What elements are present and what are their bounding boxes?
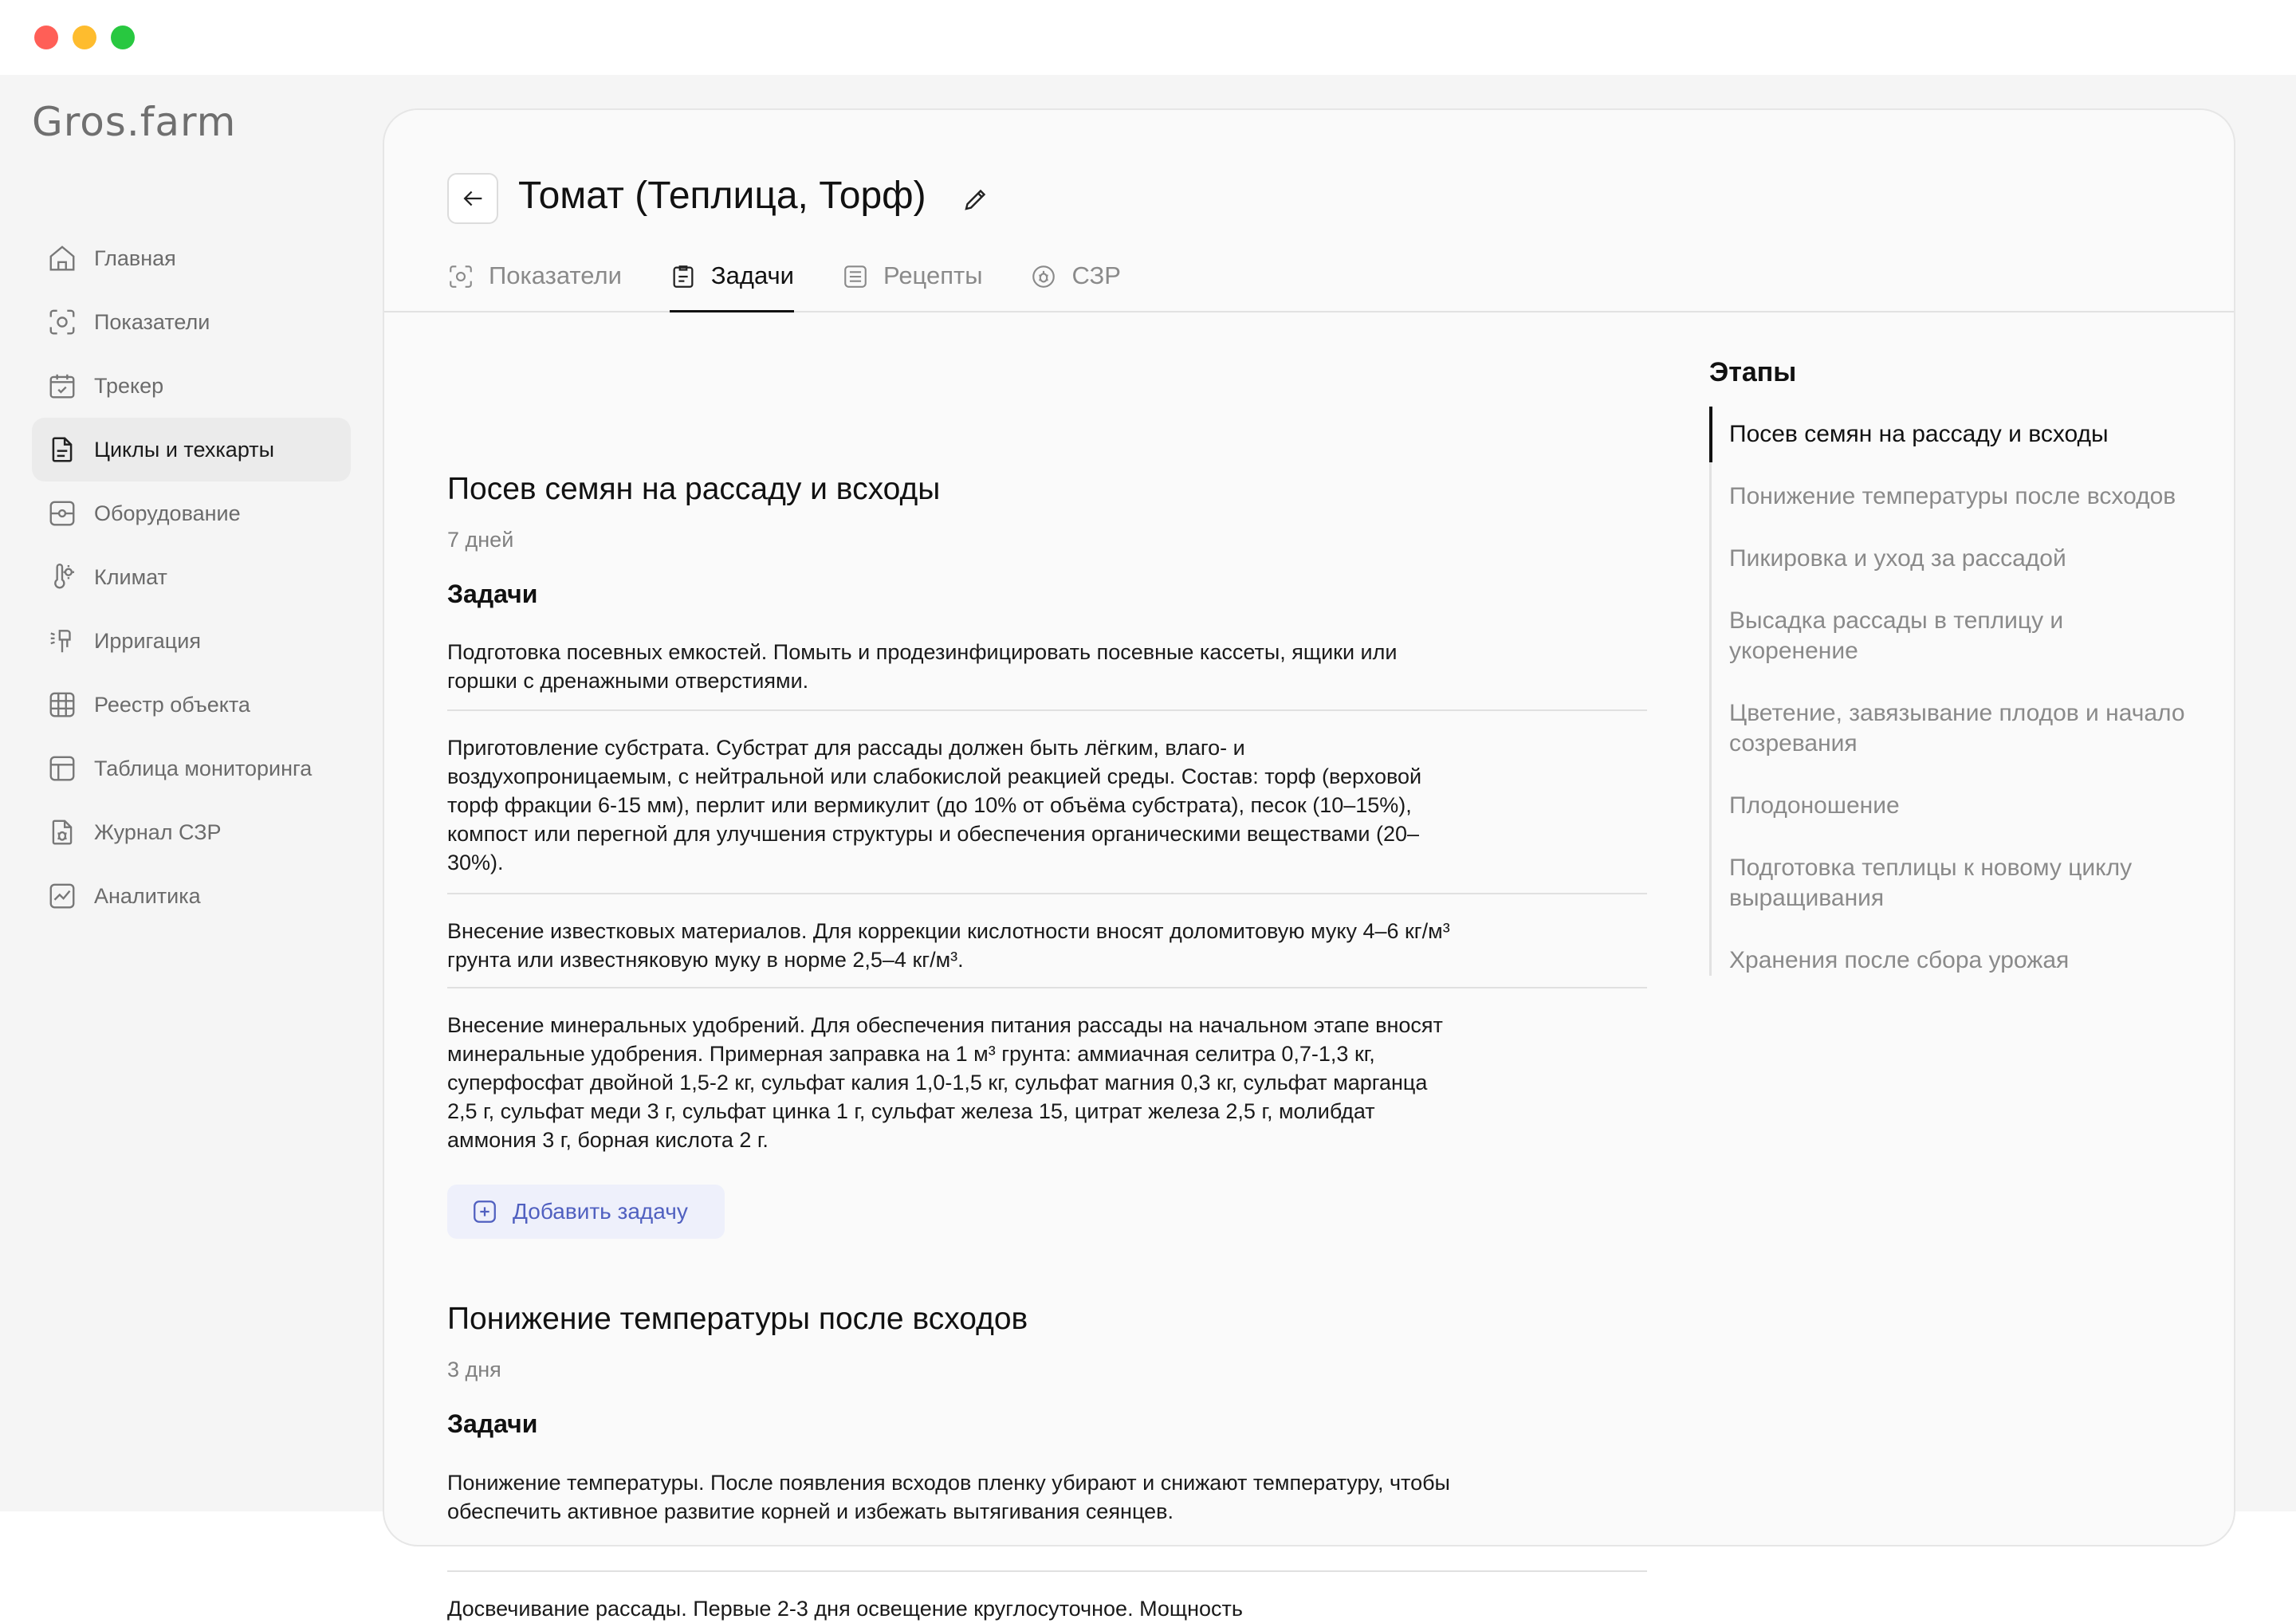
task-item[interactable]: Внесение известковых материалов. Для коррекции кислотности вносят доломитовую муку 4–6 кг/м³ грунта или известняковую муку в норме 2,5–4 кг/м³. <box>447 919 1450 972</box>
sidebar-item-label: Оборудование <box>94 501 241 525</box>
sidebar-item-monitoring-table[interactable] <box>32 737 351 800</box>
task-item[interactable]: Досвечивание рассады. Первые 2-3 дня освещение круглосуточное. Мощность <box>447 1597 1243 1621</box>
tab-recipes[interactable] <box>842 258 982 311</box>
sidebar-item-home[interactable] <box>32 226 351 290</box>
main-panel <box>383 108 2235 1621</box>
thermometer-sun-icon <box>46 561 78 593</box>
sprinkler-icon <box>46 625 78 657</box>
sidebar-item-registry[interactable] <box>32 673 351 737</box>
bug-document-icon <box>46 816 78 848</box>
stage-link[interactable]: Высадка рассады в теплицу и укоренение <box>1729 607 2064 664</box>
divider <box>447 893 1647 894</box>
sidebar-item-label: Показатели <box>94 309 210 334</box>
add-task-label: Добавить задачу <box>513 1199 688 1224</box>
stage-link[interactable]: Пикировка и уход за рассадой <box>1729 545 2066 572</box>
document-icon <box>46 434 78 466</box>
stage-duration: 3 дня <box>447 1358 501 1381</box>
sidebar-item-szr-journal[interactable] <box>32 800 351 864</box>
tab-label: СЗР <box>1071 261 1121 289</box>
table-icon <box>46 753 78 784</box>
stage-link[interactable]: Цветение, завязывание плодов и начало созревания <box>1729 700 2185 756</box>
tasks-heading: Задачи <box>447 580 538 608</box>
stage-title: Понижение температуры после всходов <box>447 1302 1028 1336</box>
chart-icon <box>46 880 78 912</box>
calendar-check-icon <box>46 370 78 402</box>
camera-icon <box>46 306 78 338</box>
sidebar-item-label: Таблица мониторинга <box>94 756 313 780</box>
stage-link[interactable]: Хранения после сбора урожая <box>1729 947 2070 973</box>
sidebar-item-cycles[interactable] <box>32 418 351 481</box>
tab-label: Задачи <box>710 261 794 289</box>
tab-tasks[interactable] <box>670 258 794 311</box>
minimize-window-button[interactable] <box>73 26 96 49</box>
sidebar-item-label: Главная <box>94 246 176 270</box>
stages-list <box>1709 419 2190 976</box>
close-window-button[interactable] <box>34 26 58 49</box>
tab-indicators[interactable] <box>447 258 622 311</box>
sidebar-item-tracker[interactable] <box>32 354 351 418</box>
stages-heading: Этапы <box>1709 357 1797 387</box>
tasks-heading: Задачи <box>447 1409 538 1438</box>
stage-link[interactable]: Посев семян на рассаду и всходы <box>1712 419 2190 450</box>
grid-icon <box>46 689 78 721</box>
sidebar-item-equipment[interactable] <box>32 481 351 545</box>
page-title: Томат (Теплица, Торф) <box>518 175 926 217</box>
task-item[interactable]: Понижение температуры. После появления всходов пленку убирают и снижают температуру, чтобы обеспечить активное развитие корней и избежать вытягивания сеянцев. <box>447 1471 1450 1523</box>
task-item[interactable]: Внесение минеральных удобрений. Для обеспечения питания рассады на начальном этапе вносят минеральные удобрения. Примерная заправка на 1 м³ грунта: аммиачная селитра 0,7-1,3 кг, суперфосфат двойной 1,5-2 кг, сульфат калия 1,0-1,5 кг, сульфат магния 0,3 кг, сульфат марганца 2,5 г, сульфат меди 3 г, сульфат цинка 1 г, сульфат железа 15, цитрат железа 2,5 г, молибдат аммония 3 г, борная кислота 2 г. <box>447 1013 1443 1152</box>
task-item[interactable]: Приготовление субстрата. Субстрат для рассады должен быть лёгким, влаго- и воздухопроницаемым, с нейтральной или слабокислой реакцией среды. Состав: торф (верховой торф фракции 6-15 мм), перлит или вермикулит (до 10% от объёма субстрата), песок (10–15%), компост или перегной для улучшения структуры и обеспечения органическими веществами (20–30%). <box>447 736 1422 874</box>
arrow-left-icon <box>459 185 486 212</box>
stage-link[interactable]: Плодоношение <box>1729 792 1900 819</box>
tab-label: Рецепты <box>883 261 983 289</box>
sidebar-item-analytics[interactable] <box>32 864 351 928</box>
back-button[interactable] <box>447 173 498 224</box>
divider <box>447 709 1647 711</box>
tab-szr[interactable] <box>1030 258 1120 311</box>
sidebar-item-label: Трекер <box>94 373 164 398</box>
pencil-icon[interactable] <box>961 185 990 214</box>
equipment-icon <box>46 497 78 529</box>
stage-link[interactable]: Подготовка теплицы к новому циклу выращивания <box>1729 855 2133 911</box>
camera-icon <box>447 263 474 290</box>
title-bar <box>0 0 2296 75</box>
divider <box>447 987 1647 988</box>
tasks-icon <box>670 263 697 290</box>
sidebar-item-label: Журнал СЗР <box>94 819 222 844</box>
zoom-window-button[interactable] <box>111 26 135 49</box>
sidebar-item-label: Климат <box>94 564 167 589</box>
sidebar-item-irrigation[interactable] <box>32 609 351 673</box>
divider <box>447 1570 1647 1572</box>
tab-label: Показатели <box>489 261 622 289</box>
sidebar-item-label: Реестр объекта <box>94 692 250 717</box>
sidebar-item-climate[interactable] <box>32 545 351 609</box>
plus-square-icon <box>471 1198 498 1225</box>
tab-bar <box>447 258 1169 311</box>
page-header <box>384 110 2234 312</box>
home-icon <box>46 242 78 274</box>
sidebar-item-indicators[interactable] <box>32 290 351 354</box>
sidebar-item-label: Ирригация <box>94 628 201 653</box>
bug-gear-icon <box>1030 263 1057 290</box>
sidebar-nav <box>32 226 351 928</box>
stage-duration: 7 дней <box>447 528 514 552</box>
add-task-button[interactable] <box>447 1185 725 1239</box>
sidebar-item-label: Аналитика <box>94 883 201 908</box>
task-item[interactable]: Подготовка посевных емкостей. Помыть и продезинфицировать посевные кассеты, ящики или горшки с дренажными отверстиями. <box>447 640 1398 693</box>
list-icon <box>842 263 869 290</box>
app-logo[interactable]: Gros.farm <box>32 99 237 145</box>
sidebar-item-label: Циклы и техкарты <box>94 437 275 462</box>
stage-link[interactable]: Понижение температуры после всходов <box>1729 483 2176 509</box>
stage-title: Посев семян на рассаду и всходы <box>447 472 941 506</box>
